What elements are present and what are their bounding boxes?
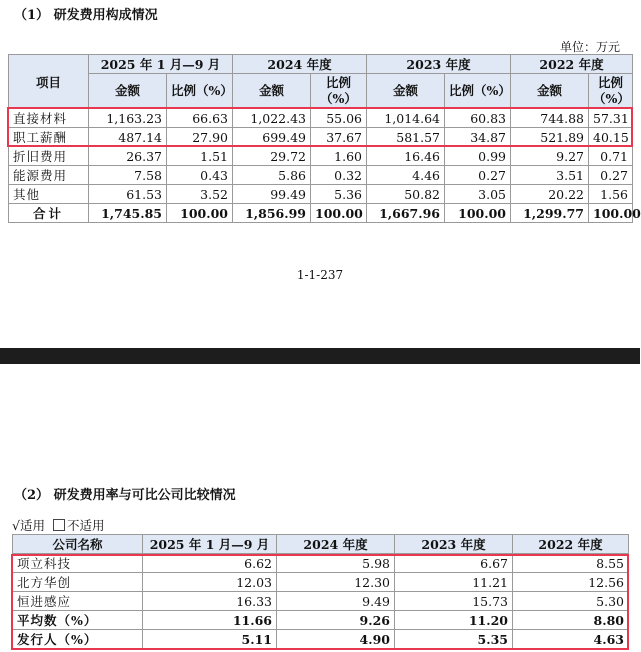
section-1-heading: （1） 研发费用构成情况 bbox=[14, 8, 158, 23]
table-cell: 5.11 bbox=[143, 630, 277, 649]
table-row bbox=[13, 554, 629, 573]
row-label: 直接材料 bbox=[9, 109, 89, 128]
row-label: 折旧费用 bbox=[9, 147, 89, 166]
table-subheader-row bbox=[9, 74, 633, 109]
header-ratio: 比例（%） bbox=[311, 74, 367, 109]
row-label: 能源费用 bbox=[9, 166, 89, 185]
header-amount: 金额 bbox=[233, 74, 311, 109]
unit-label: 单位：万元 bbox=[559, 40, 620, 54]
table-cell: 16.46 bbox=[367, 147, 445, 166]
table-cell: 1.51 bbox=[167, 147, 233, 166]
table-cell: 9.26 bbox=[277, 611, 395, 630]
table-row bbox=[13, 630, 629, 649]
table-cell: 5.30 bbox=[513, 592, 629, 611]
document-page-2 bbox=[0, 364, 640, 652]
table-cell: 3.51 bbox=[511, 166, 589, 185]
table-cell: 27.90 bbox=[167, 128, 233, 147]
table-row bbox=[9, 128, 633, 147]
table-cell: 5.35 bbox=[395, 630, 513, 649]
row-label: 职工薪酬 bbox=[9, 128, 89, 147]
table-cell: 581.57 bbox=[367, 128, 445, 147]
header-item: 项目 bbox=[9, 55, 89, 109]
table-cell: 8.80 bbox=[513, 611, 629, 630]
table-cell: 100.00 bbox=[445, 204, 511, 223]
table-cell: 1,022.43 bbox=[233, 109, 311, 128]
header-amount: 金额 bbox=[89, 74, 167, 109]
table-cell: 4.63 bbox=[513, 630, 629, 649]
table-cell: 5.86 bbox=[233, 166, 311, 185]
table-row bbox=[13, 573, 629, 592]
table-row bbox=[13, 592, 629, 611]
header-ratio: 比例（%） bbox=[167, 74, 233, 109]
table-cell: 1,667.96 bbox=[367, 204, 445, 223]
header-year: 2022 年度 bbox=[511, 55, 633, 74]
table-cell: 6.67 bbox=[395, 554, 513, 573]
table-cell: 50.82 bbox=[367, 185, 445, 204]
table-cell: 100.00 bbox=[589, 204, 633, 223]
table-cell: 12.56 bbox=[513, 573, 629, 592]
row-label: 北方华创 bbox=[13, 573, 143, 592]
table-cell: 61.53 bbox=[89, 185, 167, 204]
header-amount: 金额 bbox=[511, 74, 589, 109]
row-label: 项立科技 bbox=[13, 554, 143, 573]
table-cell: 11.66 bbox=[143, 611, 277, 630]
row-label: 合计 bbox=[9, 204, 89, 223]
table-cell: 100.00 bbox=[167, 204, 233, 223]
table-cell: 9.49 bbox=[277, 592, 395, 611]
table-cell: 3.05 bbox=[445, 185, 511, 204]
header-year: 2022 年度 bbox=[513, 535, 629, 554]
table-cell: 487.14 bbox=[89, 128, 167, 147]
table-cell: 744.88 bbox=[511, 109, 589, 128]
header-year: 2024 年度 bbox=[233, 55, 367, 74]
row-label: 其他 bbox=[9, 185, 89, 204]
table-cell: 12.03 bbox=[143, 573, 277, 592]
table-cell: 7.58 bbox=[89, 166, 167, 185]
table-cell: 29.72 bbox=[233, 147, 311, 166]
table-cell: 1,745.85 bbox=[89, 204, 167, 223]
table-cell: 5.98 bbox=[277, 554, 395, 573]
table-cell: 0.71 bbox=[589, 147, 633, 166]
table-header-row bbox=[13, 535, 629, 554]
header-company: 公司名称 bbox=[13, 535, 143, 554]
header-year: 2024 年度 bbox=[277, 535, 395, 554]
checkbox-icon bbox=[53, 519, 65, 531]
not-applicable-label: 不适用 bbox=[66, 518, 105, 533]
row-label: 发行人（%） bbox=[13, 630, 143, 649]
table-cell: 34.87 bbox=[445, 128, 511, 147]
table-cell: 5.36 bbox=[311, 185, 367, 204]
applicable-checked: √适用 bbox=[12, 518, 45, 533]
header-year: 2025 年 1 月—9 月 bbox=[143, 535, 277, 554]
table-cell: 40.15 bbox=[589, 128, 633, 147]
table-cell: 66.63 bbox=[167, 109, 233, 128]
table-cell: 4.46 bbox=[367, 166, 445, 185]
table-cell: 6.62 bbox=[143, 554, 277, 573]
table-cell: 0.27 bbox=[589, 166, 633, 185]
header-year: 2023 年度 bbox=[367, 55, 511, 74]
header-ratio: 比例（%） bbox=[589, 74, 633, 109]
table-cell: 8.55 bbox=[513, 554, 629, 573]
table-cell: 57.31 bbox=[589, 109, 633, 128]
table-cell: 3.52 bbox=[167, 185, 233, 204]
table-cell: 1.60 bbox=[311, 147, 367, 166]
table-cell: 26.37 bbox=[89, 147, 167, 166]
table-cell: 0.99 bbox=[445, 147, 511, 166]
table-row bbox=[9, 166, 633, 185]
table-cell: 99.49 bbox=[233, 185, 311, 204]
rd-ratio-comparison-table bbox=[12, 534, 629, 649]
header-year: 2023 年度 bbox=[395, 535, 513, 554]
table-header-row bbox=[9, 55, 633, 74]
header-year: 2025 年 1 月—9 月 bbox=[89, 55, 233, 74]
table-cell: 11.21 bbox=[395, 573, 513, 592]
table-cell: 0.43 bbox=[167, 166, 233, 185]
header-amount: 金额 bbox=[367, 74, 445, 109]
applicability-choice bbox=[12, 516, 104, 534]
table-cell: 11.20 bbox=[395, 611, 513, 630]
page-number: 1-1-237 bbox=[296, 268, 344, 282]
table-cell: 0.32 bbox=[311, 166, 367, 185]
table-cell: 1,163.23 bbox=[89, 109, 167, 128]
table-cell: 1,014.64 bbox=[367, 109, 445, 128]
table-row bbox=[13, 611, 629, 630]
table-cell: 16.33 bbox=[143, 592, 277, 611]
row-label: 恒进感应 bbox=[13, 592, 143, 611]
table-cell: 100.00 bbox=[311, 204, 367, 223]
table-cell: 4.90 bbox=[277, 630, 395, 649]
table-cell: 37.67 bbox=[311, 128, 367, 147]
page-separator bbox=[0, 348, 640, 364]
table-cell: 9.27 bbox=[511, 147, 589, 166]
table-cell: 1.56 bbox=[589, 185, 633, 204]
rd-expense-composition-table bbox=[8, 54, 641, 223]
table-row bbox=[9, 109, 633, 128]
header-ratio: 比例（%） bbox=[445, 74, 511, 109]
table-cell: 20.22 bbox=[511, 185, 589, 204]
table-cell: 15.73 bbox=[395, 592, 513, 611]
table-cell: 1,299.77 bbox=[511, 204, 589, 223]
table-row bbox=[9, 147, 633, 166]
table-cell: 60.83 bbox=[445, 109, 511, 128]
table-cell: 699.49 bbox=[233, 128, 311, 147]
table-row bbox=[9, 185, 633, 204]
table-cell: 1,856.99 bbox=[233, 204, 311, 223]
table-cell: 55.06 bbox=[311, 109, 367, 128]
section-2-heading: （2） 研发费用率与可比公司比较情况 bbox=[14, 488, 236, 503]
table-cell: 521.89 bbox=[511, 128, 589, 147]
table-row bbox=[9, 204, 633, 223]
table-cell: 12.30 bbox=[277, 573, 395, 592]
row-label: 平均数（%） bbox=[13, 611, 143, 630]
table-cell: 0.27 bbox=[445, 166, 511, 185]
